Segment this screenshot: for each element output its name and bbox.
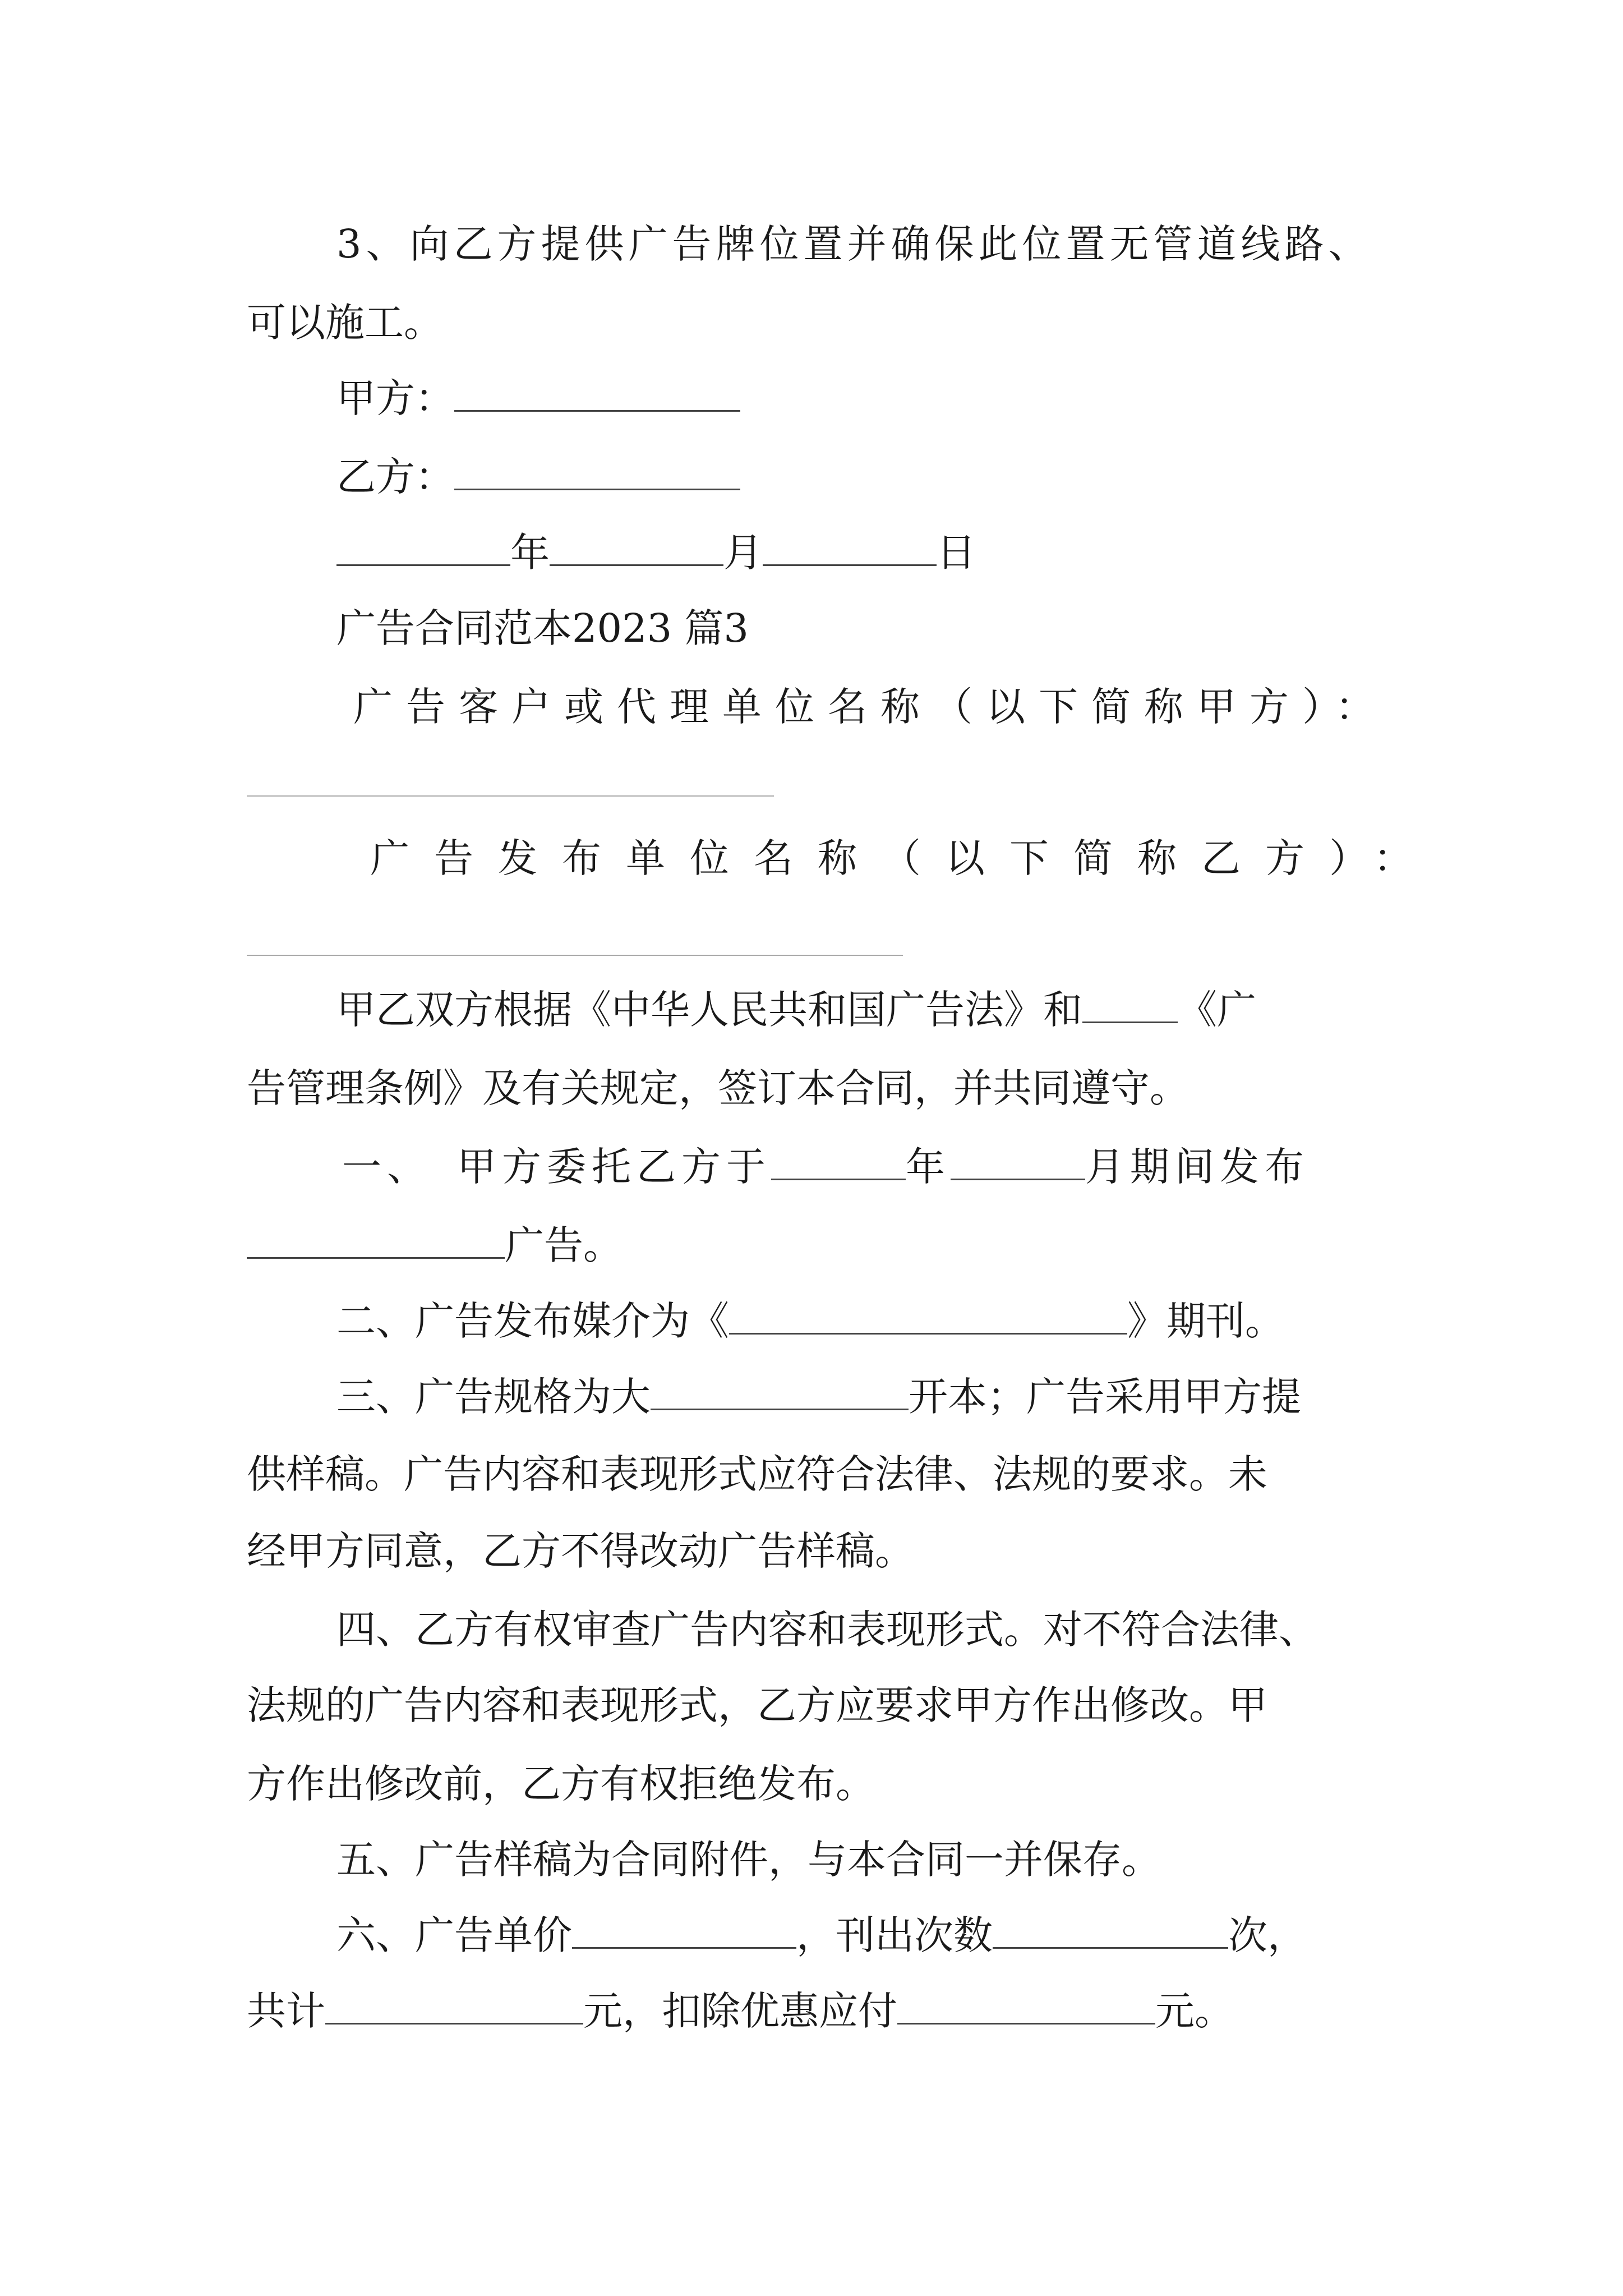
preamble-text-2: 《广	[1178, 987, 1256, 1033]
preamble-text-1: 甲乙双方根据《中华人民共和国广告法》和	[336, 987, 1082, 1033]
clause-6-price-blank	[572, 1913, 796, 1949]
clause-6-text-4: 共计	[247, 1988, 325, 2034]
party-b-name-label: 广告发布单位名称（以下简称乙方）：	[370, 835, 1437, 881]
clause-1-text-4: 广告。	[505, 1222, 623, 1268]
signature-party-b-blank	[454, 455, 740, 490]
clause-2-blank	[729, 1299, 1127, 1335]
date-year-blank	[336, 531, 510, 566]
clause-1-line-2	[247, 1217, 623, 1273]
clause-6-text-2: ，刊出次数	[796, 1912, 993, 1958]
signature-party-b-label: 乙方：	[336, 454, 454, 500]
party-b-name-blank	[247, 955, 903, 956]
clause-6-text-1: 六、广告单价	[336, 1912, 572, 1958]
clause-3b-text-2: 开本；广告采用甲方提	[909, 1374, 1301, 1420]
clause-2-text-2: 》期刊。	[1127, 1298, 1284, 1344]
clause-3b-blank	[651, 1375, 909, 1410]
clause-3b-line-1	[336, 1369, 1301, 1425]
section-heading: 广告合同范本2023 篇3	[336, 605, 749, 651]
clause-6-line-2	[247, 1983, 1234, 2039]
preamble-blank	[1082, 988, 1178, 1023]
clause-1-text-1: 一、 甲方委托乙方于	[342, 1144, 771, 1190]
clause-6-payable-blank	[897, 1989, 1155, 2024]
clause-3b-line-2: 供样稿。广告内容和表现形式应符合法律、法规的要求。未	[247, 1451, 1267, 1497]
party-a-name-label: 广告客户或代理单位名称（以下简称甲方）：	[353, 684, 1388, 730]
clause-1-text-2: 年	[906, 1144, 951, 1190]
clause-1-year-blank	[771, 1145, 906, 1180]
clause-1-month-blank	[951, 1145, 1085, 1180]
date-year-label: 年	[510, 530, 550, 576]
preamble-line-1	[336, 982, 1256, 1038]
date-day-label: 日	[937, 530, 976, 576]
clause-6-line-1	[336, 1907, 1307, 1963]
date-line	[336, 524, 976, 581]
clause-6-text-5: 元，扣除优惠应付	[583, 1988, 897, 2034]
clause-5: 五、广告样稿为合同附件，与本合同一并保存。	[336, 1837, 1161, 1883]
clause-1-ad-blank	[247, 1223, 505, 1259]
clause-2-text-1: 二、广告发布媒介为《	[336, 1298, 729, 1344]
clause-6-total-blank	[325, 1989, 583, 2024]
signature-party-a-blank	[454, 376, 740, 412]
clause-3b-line-3: 经甲方同意，乙方不得改动广告样稿。	[247, 1528, 914, 1574]
party-a-name-blank	[247, 795, 774, 797]
clause-1-text-3: 月期间发布	[1085, 1144, 1310, 1190]
clause-4-line-2: 法规的广告内容和表现形式，乙方应要求甲方作出修改。甲	[247, 1682, 1267, 1728]
date-day-blank	[763, 531, 937, 566]
date-month-blank	[550, 531, 723, 566]
clause-3-line-1: 3、向乙方提供广告牌位置并确保此位置无管道线路、	[336, 221, 1372, 267]
clause-6-text-3: 次，	[1228, 1912, 1307, 1958]
clause-3-line-2: 可以施工。	[247, 300, 443, 346]
clause-1-line-1	[342, 1139, 1310, 1195]
clause-4-line-3: 方作出修改前，乙方有权拒绝发布。	[247, 1761, 875, 1807]
date-month-label: 月	[723, 530, 763, 576]
preamble-line-2: 告管理条例》及有关规定，签订本合同，并共同遵守。	[247, 1065, 1189, 1111]
signature-party-a	[336, 370, 740, 426]
signature-party-a-label: 甲方：	[336, 375, 454, 421]
clause-6-text-6: 元。	[1155, 1988, 1234, 2034]
clause-4-line-1: 四、乙方有权审查广告内容和表现形式。对不符合法律、	[336, 1607, 1318, 1653]
clause-6-count-blank	[993, 1913, 1228, 1949]
clause-3b-text-1: 三、广告规格为大	[336, 1374, 651, 1420]
clause-2	[336, 1293, 1284, 1349]
signature-party-b	[336, 449, 740, 505]
